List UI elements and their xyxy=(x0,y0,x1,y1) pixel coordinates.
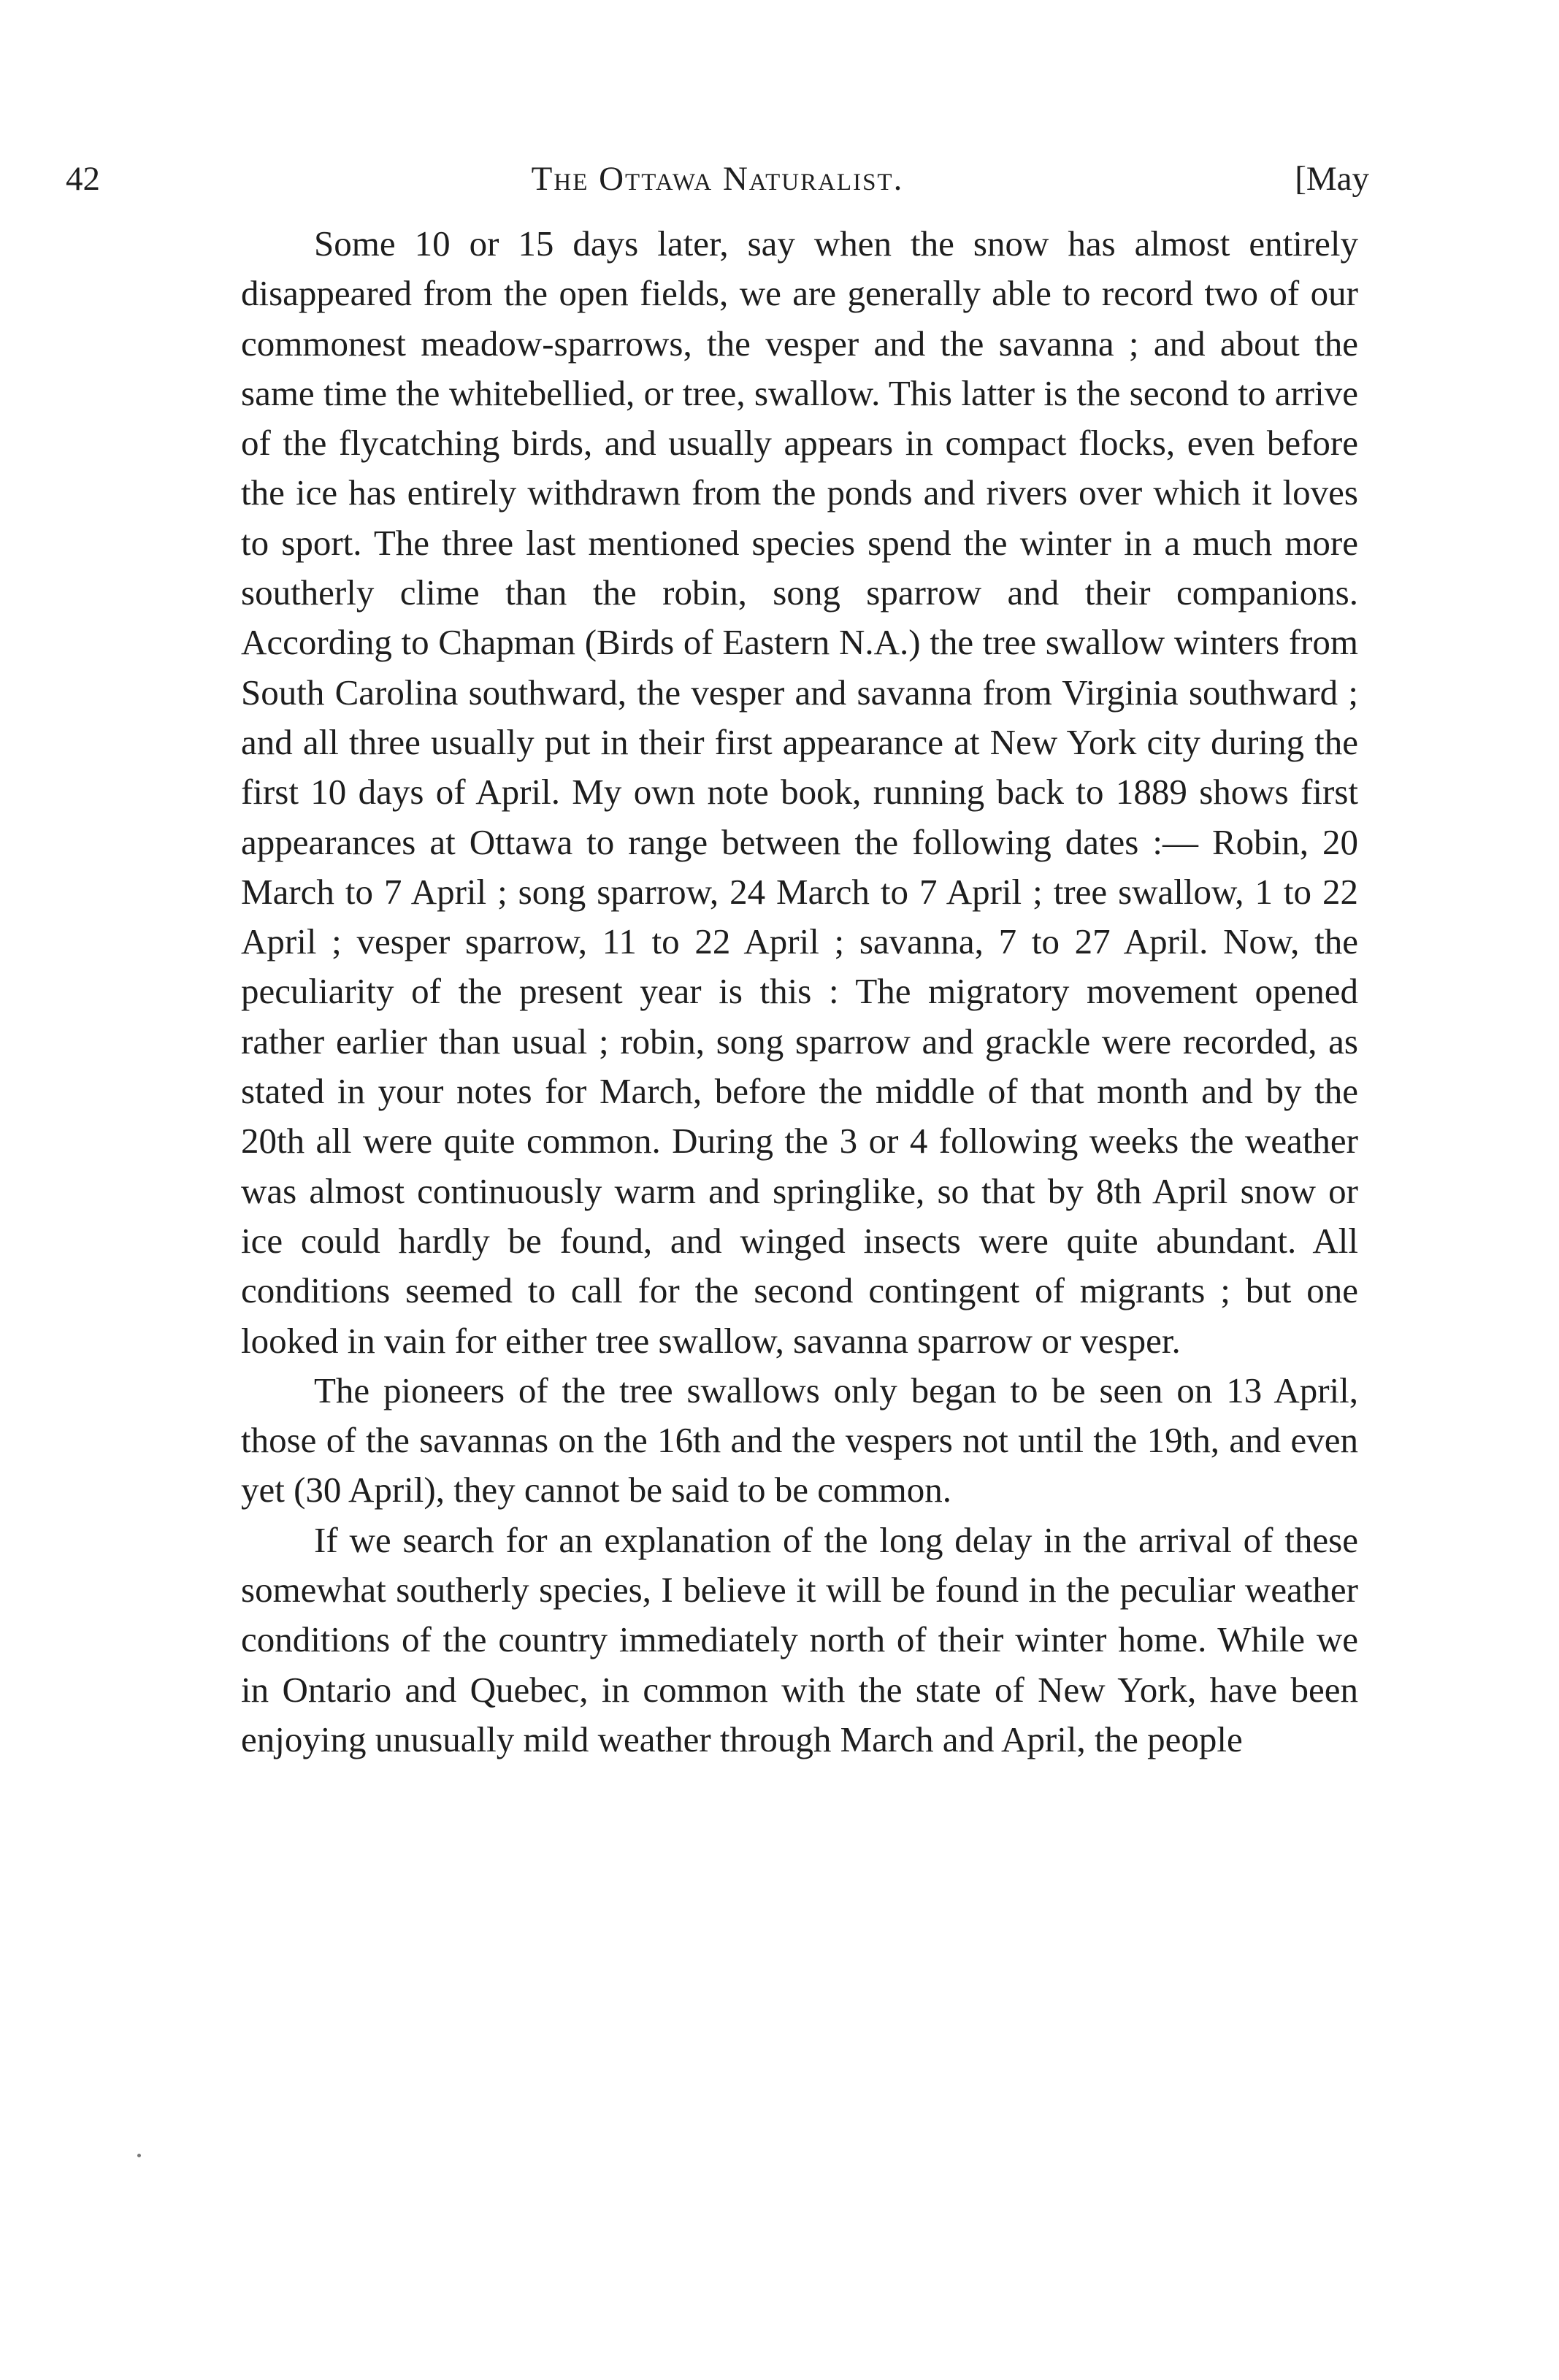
paragraph: The pioneers of the tree swallows only began to be seen on 13 April, those of the savannas on the 16th and the vespers not until the 19th, and even yet (30 April), they cannot be said to be common. xyxy=(241,1370,1358,1510)
paragraph: If we search for an explanation of the long delay in the arrival of these somewhat southerly species, I believe it will be found in the peculiar weather conditions of the country immediately north of their winter home. While we in Ontario and Quebec, in common with the state of New York, have been enjoying unusually mild weather through March and April, the people xyxy=(241,1519,1358,1759)
page-number: 42 xyxy=(66,160,100,198)
paragraph: Some 10 or 15 days later, say when the snow has almost entirely disappeared from the open fields, we are generally able to record two of our commonest meadow-sparrows, the vesper and the savanna ; and about the same time the whitebellied, or tree, swallow. This latter is the second to arrive of the flycatching birds, and usually appears in compact flocks, even before the ice has entirely withdrawn from the ponds and rivers over which it loves to sport. The three last mentioned species spend the winter in a much more southerly clime than the robin, song sparrow and their companions. According to Chapman (Birds of Eastern N.A.) the tree swallow winters from South Carolina southward, the vesper and savanna from Virginia southward ; and all three usually put in their first appearance at New York city during the first 10 days of April. My own note book, running back to 1889 shows first appearances at Ottawa to range between the following dates :— Robin, 20 March to 7 April ; song sparrow, 24 March to 7 April ; tree swallow, 1 to 22 April ; vesper sparrow, 11 to 22 April ; savanna, 7 to 27 April. Now, the peculiarity of the present year is this : The migratory movement opened rather earlier than usual ; robin, song sparrow and grackle were recorded, as stated in your notes for March, before the middle of that month and by the 20th all were quite common. During the 3 or 4 following weeks the weather was almost continuously warm and springlike, so that by 8th April snow or ice could hardly be found, and winged insects were quite abundant. All conditions seemed to call for the second contingent of migrants ; but one looked in vain for either tree swallow, savanna sparrow or vesper. xyxy=(241,223,1358,1361)
ink-speck xyxy=(137,2154,141,2157)
running-head xyxy=(66,153,1369,204)
article-body xyxy=(241,219,1358,1765)
running-head-month: [May xyxy=(1295,160,1369,198)
journal-title: The Ottawa Naturalist. xyxy=(531,160,904,198)
